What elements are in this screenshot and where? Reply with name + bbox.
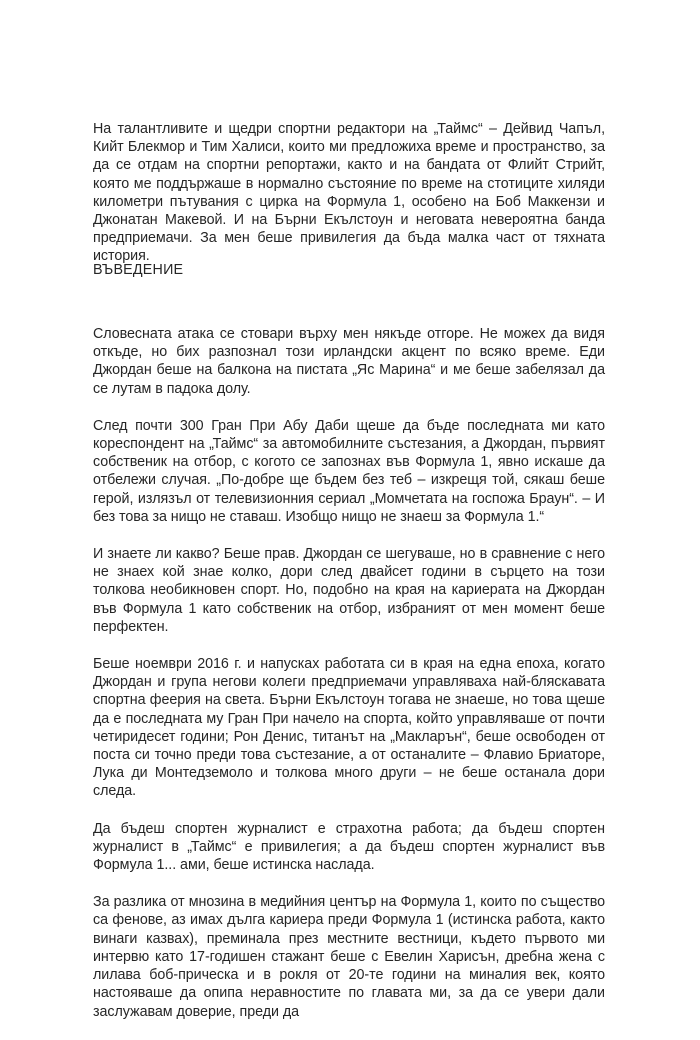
- body-paragraph: Да бъдеш спортен журналист е страхотна работа; да бъдеш спортен журналист в „Таймс“ е привилегия; а да бъдеш спортен журналист във Формула 1... ами, беше истинска наслада.: [93, 820, 605, 874]
- document-page: [93, 120, 605, 1020]
- body-paragraph: За разлика от мнозина в медийния център на Формула 1, които по същество са фенове, аз имах дълга кариера преди Формула 1 (истинска работа, както винаги казвах), преминала през местните вестници, където първото ми интервю като 17-годишен стажант беше с Евелин Харисън, дребна жена с лилава боб-прическа и в рокля от 20-те години на миналия век, която настояваше да опипа неравностите по главата ми, за да се увери дали заслужавам доверие, преди да: [93, 894, 605, 1020]
- body-text: [93, 325, 605, 1040]
- body-paragraph: След почти 300 Гран При Абу Даби щеше да бъде последната ми като кореспондент на „Таймс“ за автомобилните състезания, а Джордан, първият собственик на отбор, с когото се запознах във Формула 1, явно искаше да отбележи случая. „По-добре ще бъдем без теб – изкрещя той, сякаш беше герой, излязъл от телевизионния сериал „Момчетата на госпожа Браун“. – И без това за нищо не ставаш. Изобщо нищо не знаеш за Формула 1.“: [93, 417, 605, 525]
- body-paragraph: И знаете ли какво? Беше прав. Джордан се шегуваше, но в сравнение с него не знаех кой знае колко, дори след двайсет години в сърцето на този толкова необикновен спорт. Но, подобно на края на кариерата на Джордан във Формула 1 като собственик на отбор, избраният от мен момент беше перфектен.: [93, 546, 605, 635]
- dedication-paragraph: На талантливите и щедри спортни редактори на „Таймс“ – Дейвид Чапъл, Кийт Блекмор и Тим Халиси, които ми предложиха време и пространство, за да се отдам на спортни репортажи, както и на бандата от Флийт Стрийт, която ме поддържаше в нормално състояние по време на стотиците хиляди километри пътувания с цирка на Формула 1, особено на Боб Маккензи и Джонатан Макевой. И на Бърни Екълстоун и неговата невероятна банда предприемачи. За мен беше привилегия да бъда малка част от тяхната история.: [93, 121, 605, 265]
- body-paragraph: Словесната атака се стовари върху мен някъде отгоре. Не можех да видя откъде, но бих разпознал този ирландски акцент по всяко време. Еди Джордан беше на балкона на пистата „Яс Марина“ и ме беше забелязал да се лутам в падока долу.: [93, 326, 605, 397]
- section-heading: ВЪВЕДЕНИЕ: [93, 262, 184, 278]
- body-paragraph: Беше ноември 2016 г. и напусках работата си в края на една епоха, когато Джордан и група негови колеги предприемачи управляваха най-бляскавата спортна феерия на света. Бърни Екълстоун тогава не знаеше, но това щеше да е последната му Гран При начело на спорта, който управляваше от почти четиридесет години; Рон Денис, титанът на „Макларън“, беше освободен от поста си точно преди това състезание, а от останалите – Флавио Бриаторе, Лука ди Монтедземоло и толкова много други – не беше останала дори следа.: [93, 656, 605, 800]
